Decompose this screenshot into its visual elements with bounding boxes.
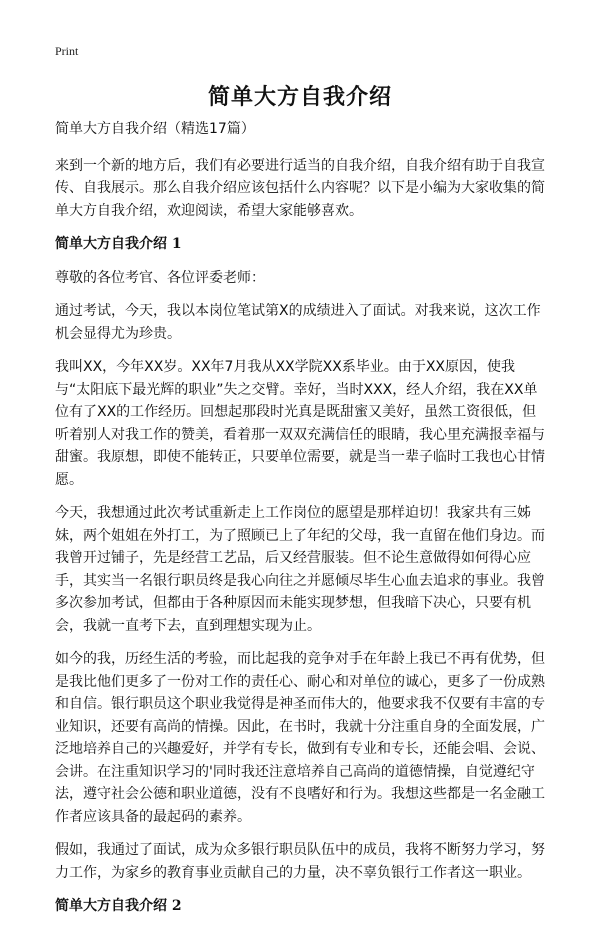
intro-paragraph: 来到一个新的地方后，我们有必要进行适当的自我介绍，自我介绍有助于自我宣传、自我展示。那么自我介绍应该包括什么内容呢？以下是小编为大家收集的简单大方自我介绍，欢迎阅读，希望大家能够喜欢。: [55, 157, 545, 219]
article-subtitle: 简单大方自我介绍（精选17篇）: [55, 121, 255, 137]
section-heading-2: 简单大方自我介绍 2: [55, 898, 182, 914]
page-title: 简单大方自我介绍: [207, 85, 392, 110]
paragraph: 尊敬的各位考官、各位评委老师：: [55, 269, 265, 286]
paragraph: 今天，我想通过此次考试重新走上工作岗位的愿望是那样迫切！我家共有三姊妹，两个姐姐在外打工，为了照顾已上了年纪的父母，我一直留在他们身边。而我曾开过铺子，先是经营工艺品，后又经营服装。但不论生意做得如何得心应手，其实当一名银行职员终是我心向往之并愿倾尽毕生心血去追求的事业。我曾多次参加考试，但都由于各种原因而未能实现梦想，但我暗下决心，只要有机会，我就一直考下去，直到理想实现为止。: [55, 505, 545, 634]
print-link[interactable]: Print: [55, 44, 79, 58]
paragraph: 我叫XX，今年XX岁。XX年7月我从XX学院XX系毕业。由于XX原因，使我与“太阳底下最光辉的职业”失之交臂。幸好，当时XXX，经人介绍，我在XX单位有了XX的工作经历。回想起那段时光真是既甜蜜又美好，虽然工资很低，但听着别人对我工作的赞美，看着那一双双充满信任的眼睛，我心里充满报幸福与甜蜜。我原想，即使不能转正，只要单位需要，就是当一辈子临时工我也心甘情愿。: [55, 359, 545, 488]
paragraph: 如今的我，历经生活的考验，而比起我的竞争对手在年龄上我已不再有优势，但是我比他们更多了一份对工作的责任心、耐心和对单位的诚心，更多了一份成熟和自信。银行职员这个职业我觉得是神圣而伟大的，他要求我不仅要有丰富的专业知识，还要有高尚的情操。因此，在书时，我就十分注重自身的全面发展，广泛地培养自己的兴趣爱好，并学有专长，做到有专业和专长，还能会唱、会说、会讲。在注重知识学习的'同时我还注意培养自己高尚的道德情操，自觉遵纪守法，遵守社会公德和职业道德，没有不良嗜好和行为。我想这些都是一名金融工作者应该具备的最起码的素养。: [55, 651, 545, 825]
section-heading-1: 简单大方自我介绍 1: [55, 236, 182, 252]
paragraph: 通过考试，今天，我以本岗位笔试第X的成绩进入了面试。对我来说，这次工作机会显得尤为珍贵。: [55, 303, 541, 342]
article-body: [55, 118, 550, 929]
paragraph: 假如，我通过了面试，成为众多银行职员队伍中的成员，我将不断努力学习，努力工作，为家乡的教育事业贡献自己的力量，决不辜负银行工作者这一职业。: [55, 842, 545, 881]
